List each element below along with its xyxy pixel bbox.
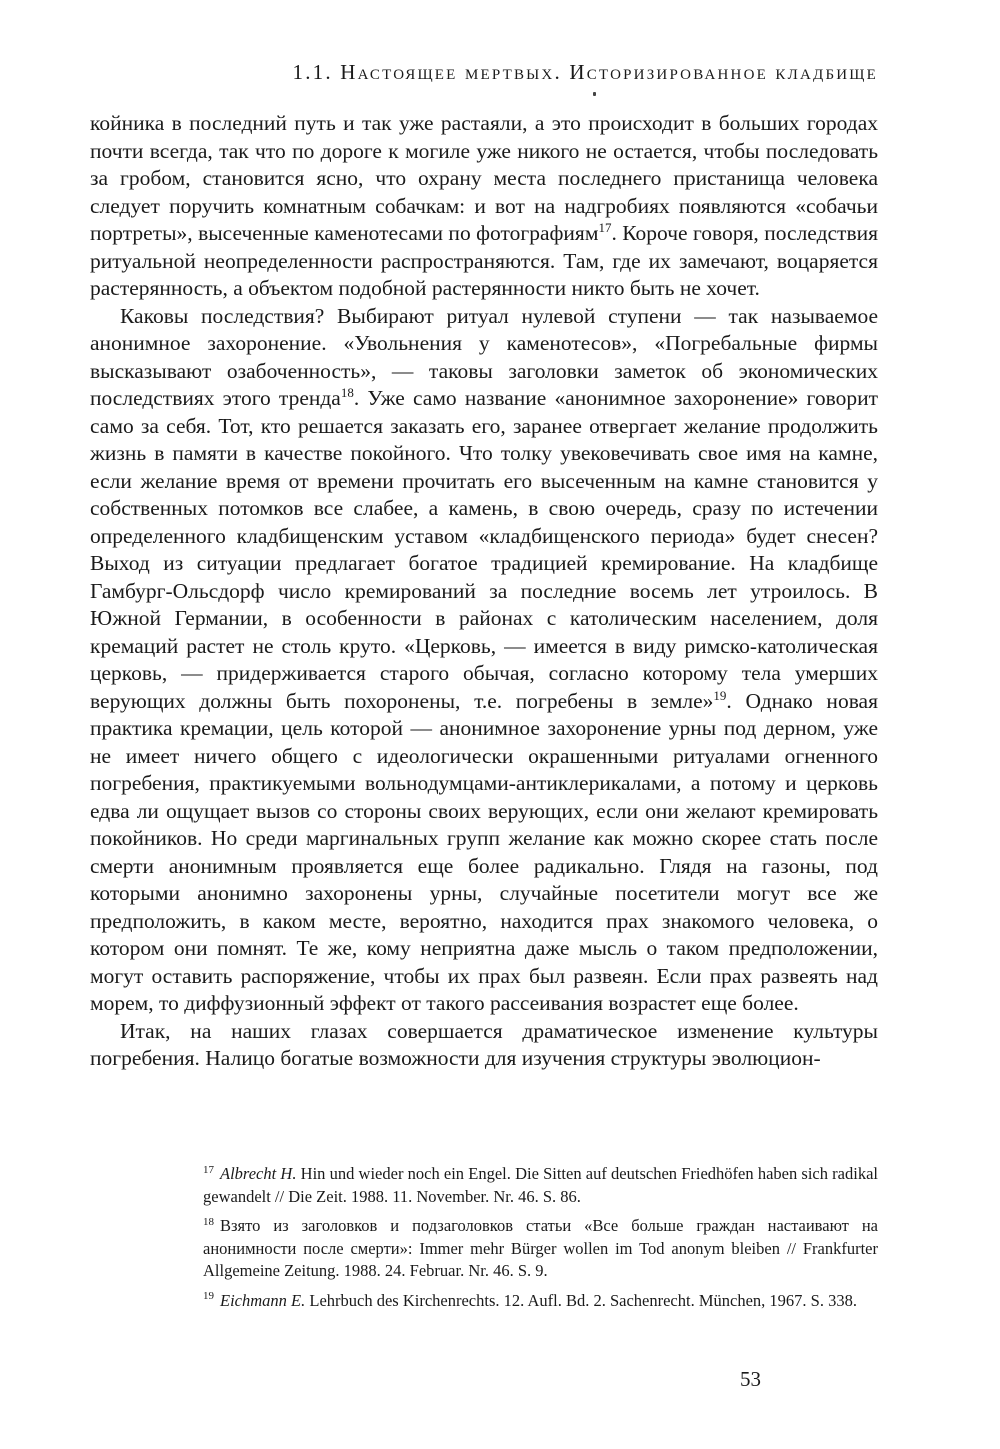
footnote-number: 18 (203, 1215, 214, 1228)
footnote-text: Взято из заголовков и подзаголовков статьи «Все больше граждан настаивают на анонимности после смерти»: Immer mehr Bürger wollen im Tod anonym bleiben // Frankfurter Allgemeine Zeitung. 1988. 24. Februar. Nr. 46. S. 9. (203, 1216, 878, 1280)
footnote-ref-18[interactable]: 18 (340, 384, 354, 400)
footnote-17 (203, 1163, 878, 1208)
footnote-number: 17 (203, 1163, 214, 1176)
paragraph-1: койника в последний путь и так уже растаяли, а это происходит в больших городах почти всегда, так что по дороге к могиле уже никого не остается, чтобы последовать за гробом, становится ясно, что охрану места последнего пристанища человека следует поручить комнатным собачкам: и вот на надгробиях появляются «собачьи портреты», высеченные каменотесами по фотографиям$^{17}$. Короче говоря, последствия ритуальной неопределенности распространяются. Там, где их замечают, воцаряется растерянность, а объектом подобной растерянности никто быть не хочет. (90, 111, 878, 300)
footnote-ref-19[interactable]: 19 (713, 687, 727, 703)
main-text (90, 110, 878, 1073)
footnote-18 (203, 1215, 878, 1283)
paragraph-3: Итак, на наших глазах совершается драматическое изменение культуры погребения. Налицо богатые возможности для изучения структуры эволюцион- (90, 1018, 878, 1070)
footnote-19 (203, 1290, 878, 1313)
page-number: 53 (740, 1367, 761, 1391)
footnote-number: 19 (203, 1290, 214, 1302)
footnote-text: Hin und wieder noch ein Engel. Die Sitten auf deutschen Friedhöfen haben sich radikal gewandelt // Die Zeit. 1988. 11. November. Nr. 46. S. 86. (203, 1164, 878, 1206)
paragraph-2: Каковы последствия? Выбирают ритуал нулевой ступени — так называемое анонимное захоронение. «Увольнения у каменотесов», «Погребальные фирмы высказывают озабоченность», — таковы заголовки заметок об экономических последствиях этого тренда$^{18}$. Уже само название «анонимное захоронение» говорит само за себя. Тот, кто решается заказать его, заранее отвергает желание продолжить жизнь в памяти в качестве покойного. Что толку увековечивать свое имя на камне, если желание время от времени прочитать его высеченным на камне становится у собственных потомков все слабее, а камень, в свою очередь, сразу по истечении определенного кладбищенским уставом «кладбищенского периода» будет снесен? Выход из ситуации предлагает богатое традицией кремирование. На кладбище Гамбург-Ольсдорф число кремирований за последние восемь лет утроилось. В Южной Германии, в особенности в районах с католическим населением, доля кремаций растет не столь круто. «Церковь, — имеется в виду римско-католическая церковь, — придерживается старого обычая, согласно которому тела умерших верующих должны быть похоронены, т.е. погребены в земле»$^{19}$. Однако новая практика кремации, цель которой — анонимное захоронение урны под дерном, уже не имеет ничего общего с идеологически окрашенными ритуалами огненного погребения, практикуемыми вольнодумцами-антиклерикалами, а потому и церковь едва ли ощущает вызов со стороны своих верующих, если они желают кремировать покойников. Но среди маргинальных групп желание как можно скорее стать после смерти анонимным проявляется еще более радикально. Глядя на газоны, под которыми анонимно захоронены урны, случайные посетители могут все же предположить, в каком месте, вероятно, находится прах знакомого человека, о котором они помнят. Те же, кому неприятна даже мысль о таком предположении, могут оставить распоряжение, чтобы их прах был развеян. Если прах развеять над морем, то диффузионный эффект от такого рассеивания возрастет еще более. (90, 303, 878, 1015)
footnote-author: Albrecht H. (220, 1164, 297, 1183)
footnote-ref-17[interactable]: 17 (598, 219, 612, 235)
footnote-text: Lehrbuch des Kirchenrechts. 12. Aufl. Bd. 2. Sachenrecht. München, 1967. S. 338. (305, 1290, 857, 1310)
print-speck (593, 92, 596, 96)
footnotes (203, 1163, 878, 1319)
running-head: 1.1. Настоящее мертвых. Историзированное кладбище (292, 60, 878, 84)
footnote-author: Eichmann E. (220, 1290, 306, 1310)
